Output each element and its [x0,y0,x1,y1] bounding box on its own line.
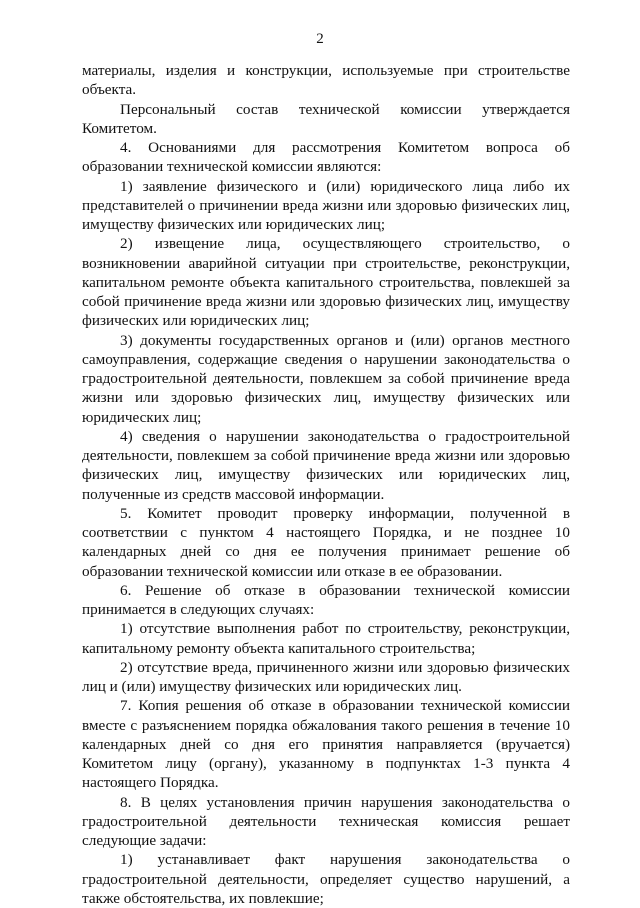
paragraph-item-4-2: 2) извещение лица, осуществляющего строительство, о возникновении аварийной ситуации при строительстве, реконструкции, капитальном ремонте объекта капитального строительства, повлекшей за собой причинение вреда жизни или здоровью физических лиц, имуществу физических или юридических лиц; [82,235,570,330]
paragraph-item-4-1: 1) заявление физического и (или) юридического лица либо их представителей о причинении вреда жизни или здоровью физических лиц, имуществу физических или юридических лиц; [82,177,570,233]
paragraph-item-4: 4. Основаниями для рассмотрения Комитетом вопроса об образовании технической комиссии являются: [82,139,570,176]
paragraph-item-4-3: 3) документы государственных органов и (или) органов местного самоуправления, содержащие сведения о нарушении законодательства о градостроительной деятельности, повлекшем за собой причинение вреда жизни или здоровью физических лиц, имуществу физических или юридических лиц; [82,331,570,426]
paragraph-item-6: 6. Решение об отказе в образовании технической комиссии принимается в следующих случаях: [82,581,570,618]
paragraph-item-5: 5. Комитет проводит проверку информации, полученной в соответствии с пунктом 4 настоящего Порядка, и не позднее 10 календарных дней со дня ее получения принимает решение об образовании технической комиссии или отказе в ее образовании. [82,504,570,580]
paragraph-commission-composition: Персональный состав технической комиссии утверждается Комитетом. [82,100,570,137]
document-body [82,61,570,908]
paragraph-item-7: 7. Копия решения об отказе в образовании технической комиссии вместе с разъяснением порядка обжалования такого решения в течение 10 календарных дней со дня его принятия направляется (вручается) Комитетом лицу (органу), указанному в подпунктах 1-3 пункта 4 настоящего Порядка. [82,697,570,792]
paragraph-item-4-4: 4) сведения о нарушении законодательства о градостроительной деятельности, повлекшем за собой причинение вреда жизни или здоровью физических лиц, имуществу физических или юридических лиц, полученные из средств массовой информации. [82,427,570,503]
paragraph-item-8: 8. В целях установления причин нарушения законодательства о градостроительной деятельности техническая комиссия решает следующие задачи: [82,793,570,849]
page-number: 2 [316,31,324,47]
paragraph-item-6-1: 1) отсутствие выполнения работ по строительству, реконструкции, капитальному ремонту объекта капитального строительства; [82,620,570,657]
paragraph-continuation: материалы, изделия и конструкции, используемые при строительстве объекта. [82,62,570,99]
paragraph-item-8-1: 1) устанавливает факт нарушения законодательства о градостроительной деятельности, определяет существо нарушений, а также обстоятельства, их повлекшие; [82,851,570,907]
paragraph-item-6-2: 2) отсутствие вреда, причиненного жизни или здоровью физических лиц и (или) имуществу физических или юридических лиц. [82,658,570,695]
